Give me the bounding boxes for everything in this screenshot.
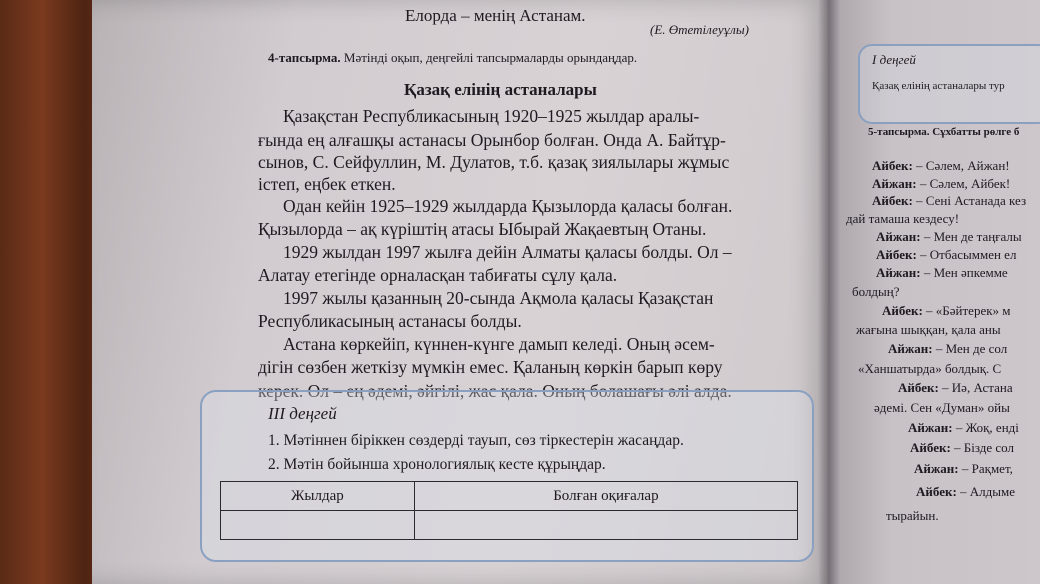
text-line-8: Алатау етегінде орналасқан табиғаты сұлу қала. [258, 265, 618, 285]
task-4-instruction [268, 50, 637, 66]
text-line-11: Астана көркейіп, күннен-күнге дамып келеді. Оның әсем- [283, 334, 715, 354]
task-4-text: Мәтінді оқып, деңгейлі тапсырмаларды орындаңдар. [340, 50, 638, 65]
text-line-3: сынов, С. Сейфуллин, М. Дулатов, т.б. қазақ зиялылары жұмыс [258, 152, 730, 172]
book-gutter [818, 0, 840, 584]
dialogue-line: Айжан: – Жоқ, енді [908, 420, 1019, 435]
dialogue-line: «Ханшатырда» болдық. С [858, 361, 1002, 376]
poem-title: Елорда – менің Астанам. [405, 6, 586, 25]
dialogue-line: Айбек: – Иә, Астана [898, 380, 1013, 395]
level-3-question-2: 2. Мәтін бойынша хронологиялық кесте құрыңдар. [268, 456, 606, 473]
text-line-10: Республикасының астанасы болды. [258, 311, 522, 331]
table-header-events: Болған оқиғалар [414, 482, 797, 511]
chronology-table [220, 481, 798, 540]
dialogue-line: тырайын. [886, 508, 939, 523]
text-line-2: ғында ең алғашқы астанасы Орынбор болған. Онда А. Байтұр- [258, 130, 726, 150]
dialogue-line: дай тамаша кездесу! [846, 211, 960, 226]
text-line-13: керек. Ол – ең әдемі, әйгілі, жас қала. Оның болашағы әлі алда. [258, 381, 732, 401]
table-cell [414, 511, 797, 540]
dialogue-line: Айжан: – Сәлем, Айбек! [872, 176, 1011, 191]
table-header-years: Жылдар [221, 482, 415, 511]
text-line-5: Одан кейін 1925–1929 жылдарда Қызылорда қаласы болған. [283, 196, 733, 216]
dialogue-line: әдемі. Сен «Думан» ойы [874, 400, 1010, 415]
dialogue-line: Айбек: – Сәлем, Айжан! [872, 158, 1010, 173]
dialogue-line: жағына шыққан, қала аны [856, 322, 1001, 337]
text-line-9: 1997 жылы қазанның 20-сында Ақмола қаласы Қазақстан [283, 288, 714, 308]
table-row [221, 511, 798, 540]
table-cell [221, 511, 415, 540]
dialogue-line: Айбек: – Бізде сол [910, 440, 1014, 455]
dialogue-line: Айбек: – Отбасыммен ел [876, 247, 1017, 262]
dialogue-line: Айжан: – Мен әпкемме [876, 265, 1008, 280]
poem-author: (Е. Өтетілеуұлы) [650, 22, 749, 37]
dialogue-line: болдың? [852, 284, 900, 299]
text-line-7: 1929 жылдан 1997 жылға дейін Алматы қаласы болды. Ол – [283, 242, 732, 262]
table-header-row [221, 482, 798, 511]
level-1-title: I деңгей [872, 52, 916, 67]
task-4-label: 4-тапсырма. [268, 50, 341, 65]
dialogue-line: Айжан: – Мен де сол [888, 341, 1008, 356]
section-title: Қазақ елінің астаналары [404, 80, 597, 99]
dialogue-line: Айжан: – Мен де таңғалы [876, 229, 1022, 244]
text-line-12: дігін сөзбен жеткізу мүмкін емес. Қаланың көркін барып көру [258, 357, 723, 377]
dialogue-line: Айбек: – Сені Астанада кез [872, 193, 1027, 208]
text-line-1: Қазақстан Республикасының 1920–1925 жылдар аралы- [283, 106, 700, 126]
text-line-6: Қызылорда – ақ күріштің атасы Ыбырай Жақаевтың Отаны. [258, 219, 707, 239]
dialogue-line: Айбек: – «Бәйтерек» м [882, 303, 1011, 318]
level-1-subtitle: Қазақ елінің астаналары тур [872, 80, 1005, 92]
task-5-instruction: 5-тапсырма. Сұхбатты рөлге б [868, 126, 1020, 138]
level-3-title: III деңгей [268, 404, 337, 423]
dialogue-line: Айбек: – Алдыме [916, 484, 1016, 499]
dialogue-line: Айжан: – Рақмет, [914, 461, 1013, 476]
level-3-question-1: 1. Мәтіннен біріккен сөздерді тауып, сөз тіркестерін жасаңдар. [268, 432, 684, 449]
text-line-4: істеп, еңбек еткен. [258, 174, 396, 194]
